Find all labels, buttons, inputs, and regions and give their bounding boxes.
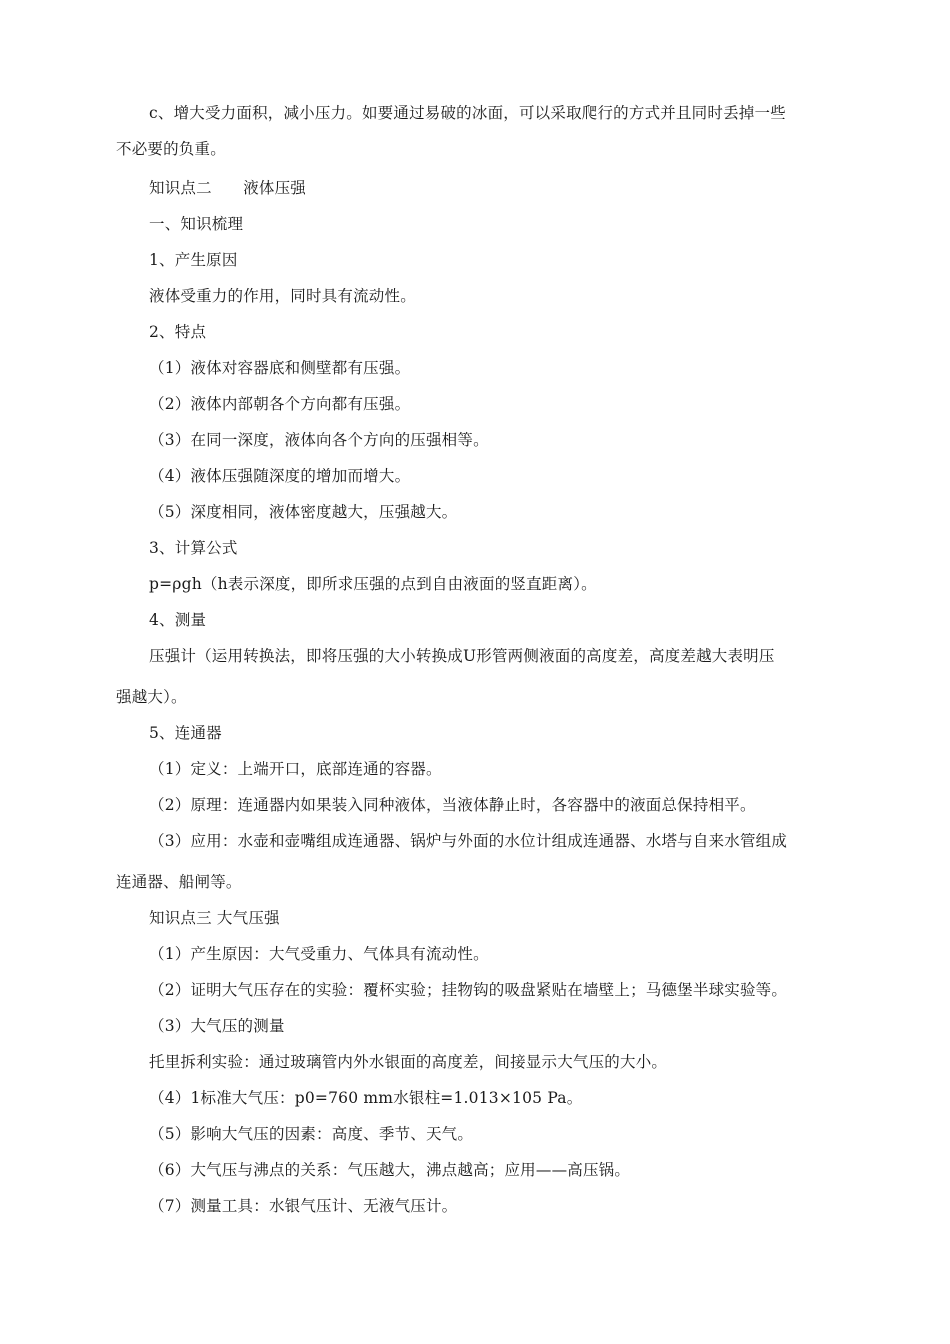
subsection-heading: 一、知识梳理 xyxy=(149,215,244,233)
list-item: （7）测量工具：水银气压计、无液气压计。 xyxy=(149,1197,458,1215)
formula-line: p=ρgh（h表示深度，即所求压强的点到自由液面的竖直距离）。 xyxy=(149,575,597,593)
section-heading: 知识点二 液体压强 xyxy=(149,179,307,197)
text-line: 托里拆利实验：通过玻璃管内外水银面的高度差，间接显示大气压的大小。 xyxy=(149,1053,668,1071)
list-item: （5）影响大气压的因素：高度、季节、天气。 xyxy=(149,1125,474,1143)
item-heading: 4、测量 xyxy=(149,611,207,629)
list-item: （1）液体对容器底和侧壁都有压强。 xyxy=(149,359,411,377)
list-item: （6）大气压与沸点的关系：气压越大，沸点越高；应用——高压锅。 xyxy=(149,1161,631,1179)
list-item: （2）原理：连通器内如果装入同种液体，当液体静止时，各容器中的液面总保持相平。 xyxy=(149,796,756,814)
list-item: （5）深度相同，液体密度越大，压强越大。 xyxy=(149,503,458,521)
text-line: 连通器、船闸等。 xyxy=(116,873,242,891)
text-line: 不必要的负重。 xyxy=(116,140,226,158)
list-item: （3）大气压的测量 xyxy=(149,1017,285,1035)
item-heading: 3、计算公式 xyxy=(149,539,238,557)
list-item: （4）液体压强随深度的增加而增大。 xyxy=(149,467,411,485)
list-item: （4）1标准大气压：p0=760 mm水银柱=1.013×105 Pa。 xyxy=(149,1089,583,1107)
list-item: （3）在同一深度，液体向各个方向的压强相等。 xyxy=(149,431,489,449)
text-line: 压强计（运用转换法，即将压强的大小转换成U形管两侧液面的高度差，高度差越大表明压 xyxy=(149,647,775,665)
item-heading: 1、产生原因 xyxy=(149,251,238,269)
list-item: （1）产生原因：大气受重力、气体具有流动性。 xyxy=(149,945,489,963)
item-heading: 5、连通器 xyxy=(149,724,222,742)
section-heading: 知识点三 大气压强 xyxy=(149,909,280,927)
list-item: （2）证明大气压存在的实验：覆杯实验；挂物钩的吸盘紧贴在墙壁上；马德堡半球实验等。 xyxy=(149,981,788,999)
list-item: （1）定义：上端开口，底部连通的容器。 xyxy=(149,760,442,778)
item-heading: 2、特点 xyxy=(149,323,207,341)
text-line: 强越大）。 xyxy=(116,688,187,706)
text-line: 液体受重力的作用，同时具有流动性。 xyxy=(149,287,416,305)
text-line: c、增大受力面积，减小压力。如要通过易破的冰面，可以采取爬行的方式并且同时丢掉一些 xyxy=(149,104,786,122)
list-item: （3）应用：水壶和壶嘴组成连通器、锅炉与外面的水位计组成连通器、水塔与自来水管组成 xyxy=(149,832,788,850)
list-item: （2）液体内部朝各个方向都有压强。 xyxy=(149,395,411,413)
